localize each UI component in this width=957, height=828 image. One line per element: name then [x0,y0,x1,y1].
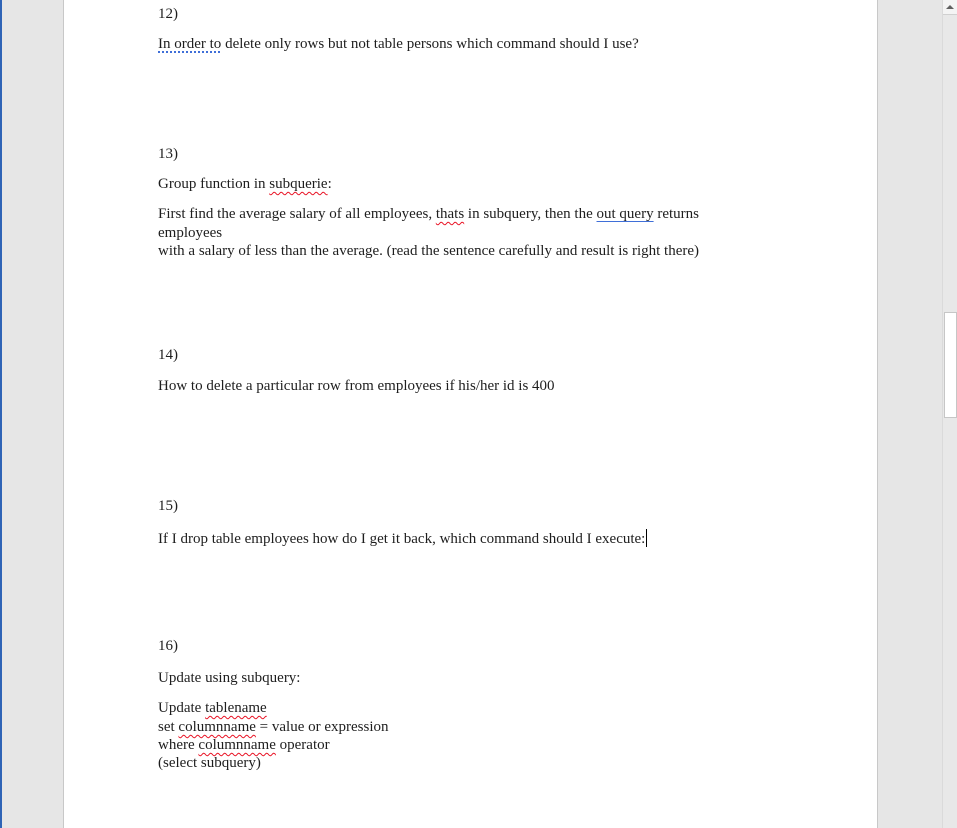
q16-line1-a: Update [158,700,206,716]
q15-text-content: If I drop table employees how do I get it back, which command should I execute: [158,531,646,547]
q16-line3-a: where [158,737,199,753]
q13-title-a: Group function in [158,176,270,192]
q13-body1-d: out query [596,206,654,222]
q16-line3-b: columnname [198,737,276,753]
scroll-up-button[interactable] [943,0,957,15]
q13-number: 13) [158,146,178,162]
text-cursor [646,529,647,547]
q16-line2-c: = value or expression [255,719,389,735]
q16-line4[interactable]: (select subquery) [158,755,261,771]
chevron-up-icon [946,5,954,9]
q16-line2-b: columnname [178,719,256,735]
q13-body-line3[interactable]: with a salary of less than the average. (read the sentence carefully and result is right there) [158,243,700,259]
q13-title-c: : [327,176,332,192]
q14-text[interactable]: How to delete a particular row from employees if his/her id is 400 [158,378,555,394]
q13-body-line1[interactable] [158,205,699,223]
q16-line2[interactable] [158,718,389,736]
scroll-thumb[interactable] [944,312,957,418]
q16-line1-b: tablename [205,700,267,716]
vertical-scrollbar[interactable] [942,0,957,828]
q12-number: 12) [158,6,178,22]
q16-title[interactable]: Update using subquery: [158,670,301,686]
q13-body-line2[interactable]: employees [158,225,223,241]
window-left-edge [0,0,2,828]
q12-text-b: delete only rows but not table persons which command should I use? [221,36,639,52]
q16-line2-a: set [158,719,179,735]
q12-text-a: In order to [158,36,222,52]
q16-line1[interactable] [158,699,267,717]
q15-number: 15) [158,498,178,514]
q13-title[interactable] [158,175,332,193]
q16-line3[interactable] [158,736,330,754]
q15-text[interactable] [158,529,647,548]
q13-body1-b: thats [435,206,465,222]
q13-body1-a: First find the average salary of all employees, [158,206,436,222]
q13-body1-e: returns [653,206,699,222]
q14-number: 14) [158,347,178,363]
q12-text[interactable] [158,35,639,53]
q16-line3-c: operator [275,737,330,753]
q13-title-b: subquerie [269,176,328,192]
q13-body1-c: in subquery, then the [464,206,597,222]
q16-number: 16) [158,638,178,654]
